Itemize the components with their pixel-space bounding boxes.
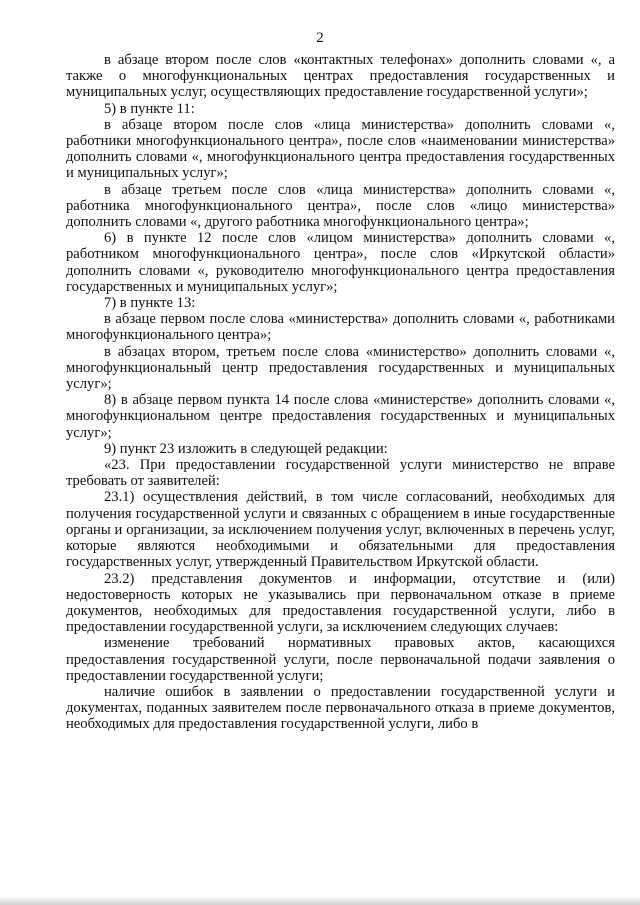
paragraph: 9) пункт 23 изложить в следующей редакции: [104, 440, 388, 457]
paragraph: в абзаце первом после слова «министерства» дополнить словами «, работниками многофункционального центра»; [66, 311, 615, 344]
scan-edge-shadow [0, 896, 640, 905]
document-body [66, 52, 615, 733]
paragraph: 5) в пункте 11: [104, 100, 195, 117]
paragraph: в абзаце втором после слов «контактных телефонах» дополнить словами «, а также о многофункциональных центрах предоставления государственных и муниципальных услуг, осуществляющих предоставление государственной услуги»; [66, 52, 615, 101]
paragraph: наличие ошибок в заявлении о предоставлении государственной услуги и документах, поданных заявителем после первоначального отказа в приеме документов, необходимых для предоставления государственной услуги, либо в [66, 683, 615, 733]
paragraph: «23. При предоставлении государственной услуги министерство не вправе требовать от заявителей: [66, 457, 615, 490]
paragraph: в абзаце втором после слов «лица министерства» дополнить словами «, работники многофункционального центра», после слов «наименовании министерства» дополнить словами «, многофункционального центра предоставления государственных и муниципальных услуг»; [66, 116, 615, 182]
paragraph: изменение требований нормативных правовых актов, касающихся предоставления государственной услуги, после первоначальной подачи заявления о предоставлении государственной услуги; [66, 635, 615, 684]
paragraph: в абзаце третьем после слов «лица министерства» дополнить словами «, работника многофункционального центра», после слов «лицо министерства» дополнить словами «, другого работника многофункционального центра»; [66, 181, 615, 231]
paragraph: 23.1) осуществления действий, в том числе согласований, необходимых для получения государственной услуги и связанных с обращением в иные государственные органы и организации, за исключением получения услуг, включенных в перечень услуг, которые являются необходимыми и обязательными для предоставления государственных услуг, утвержденный Правительством Иркутской области. [66, 489, 615, 571]
paragraph: 23.2) представления документов и информации, отсутствие и (или) недостоверность которых не указывались при первоначальном отказе в приеме документов, необходимых для предоставления государственной услуги, либо в предоставлении государственной услуги, за исключением следующих случаев: [66, 570, 615, 636]
paragraph: 7) в пункте 13: [104, 295, 196, 312]
paragraph: 8) в абзаце первом пункта 14 после слова «министерстве» дополнить словами «, многофункциональном центре предоставления государственных и муниципальных услуг»; [66, 392, 615, 441]
paragraph: в абзацах втором, третьем после слова «министерство» дополнить словами «, многофункциональный центр предоставления государственных и муниципальных услуг»; [66, 343, 615, 393]
paragraph: 6) в пункте 12 после слов «лицом министерства» дополнить словами «, работником многофункционального центра», после слов «Иркутской области» дополнить словами «, руководителю многофункционального центра предоставления государственных и муниципальных услуг»; [66, 230, 615, 295]
page-number: 2 [316, 30, 324, 46]
